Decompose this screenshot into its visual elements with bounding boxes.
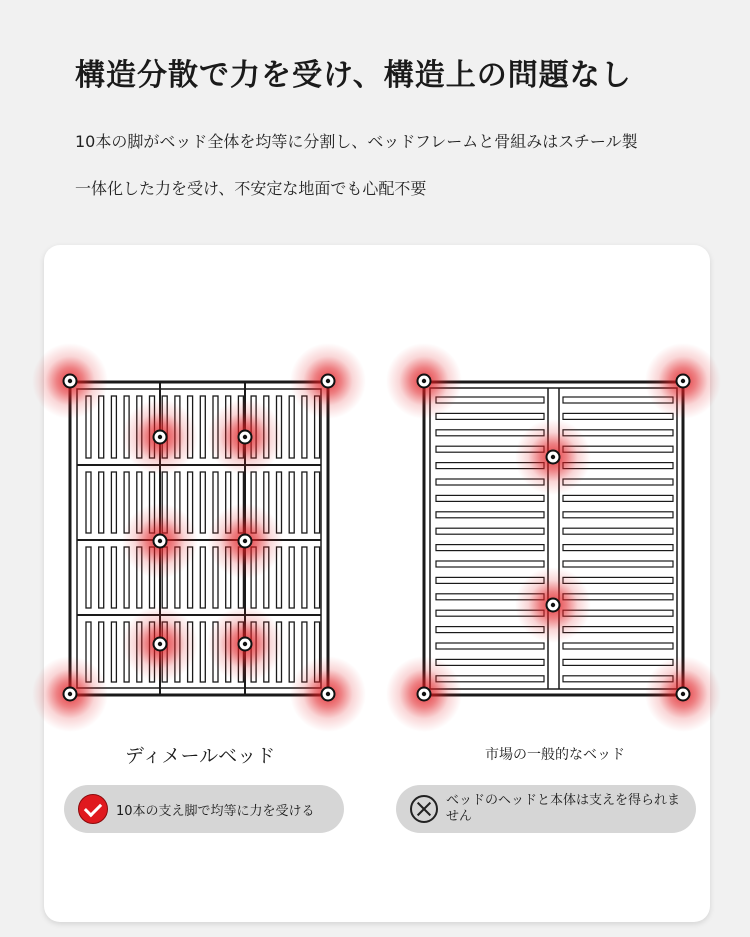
description-line-2: 一体化した力を受け、不安定な地面でも心配不要 bbox=[75, 179, 427, 198]
dimere-feature-pill bbox=[64, 785, 344, 833]
support-point bbox=[122, 503, 198, 579]
support-point bbox=[386, 343, 462, 419]
check-circle-icon bbox=[78, 794, 108, 824]
support-point bbox=[386, 656, 462, 732]
dimere-feature-text: 10本の支え脚で均等に力を受ける bbox=[116, 804, 315, 819]
common-feature-pill bbox=[396, 785, 696, 833]
x-circle-icon bbox=[410, 795, 438, 823]
support-point bbox=[645, 656, 721, 732]
support-point bbox=[122, 606, 198, 682]
common-bed-label: 市場の一般的なベッド bbox=[485, 747, 625, 763]
dimere-bed-frame bbox=[70, 382, 328, 695]
common-feature-text: ベッドのヘッドと本体は支えを得られません bbox=[446, 793, 681, 824]
support-point bbox=[207, 399, 283, 475]
support-point bbox=[32, 343, 108, 419]
page-title: 構造分散で力を受け、構造上の問題なし bbox=[75, 58, 632, 93]
support-point bbox=[290, 343, 366, 419]
support-point bbox=[32, 656, 108, 732]
support-point bbox=[515, 419, 591, 495]
support-point bbox=[645, 343, 721, 419]
support-point bbox=[515, 567, 591, 643]
support-point bbox=[290, 656, 366, 732]
description-line-1: 10本の脚がベッド全体を均等に分割し、ベッドフレームと骨組みはスチール製 bbox=[75, 132, 638, 151]
dimere-bed-label: ディメールベッド bbox=[125, 745, 276, 767]
support-point bbox=[207, 503, 283, 579]
support-point bbox=[122, 399, 198, 475]
support-point bbox=[207, 606, 283, 682]
